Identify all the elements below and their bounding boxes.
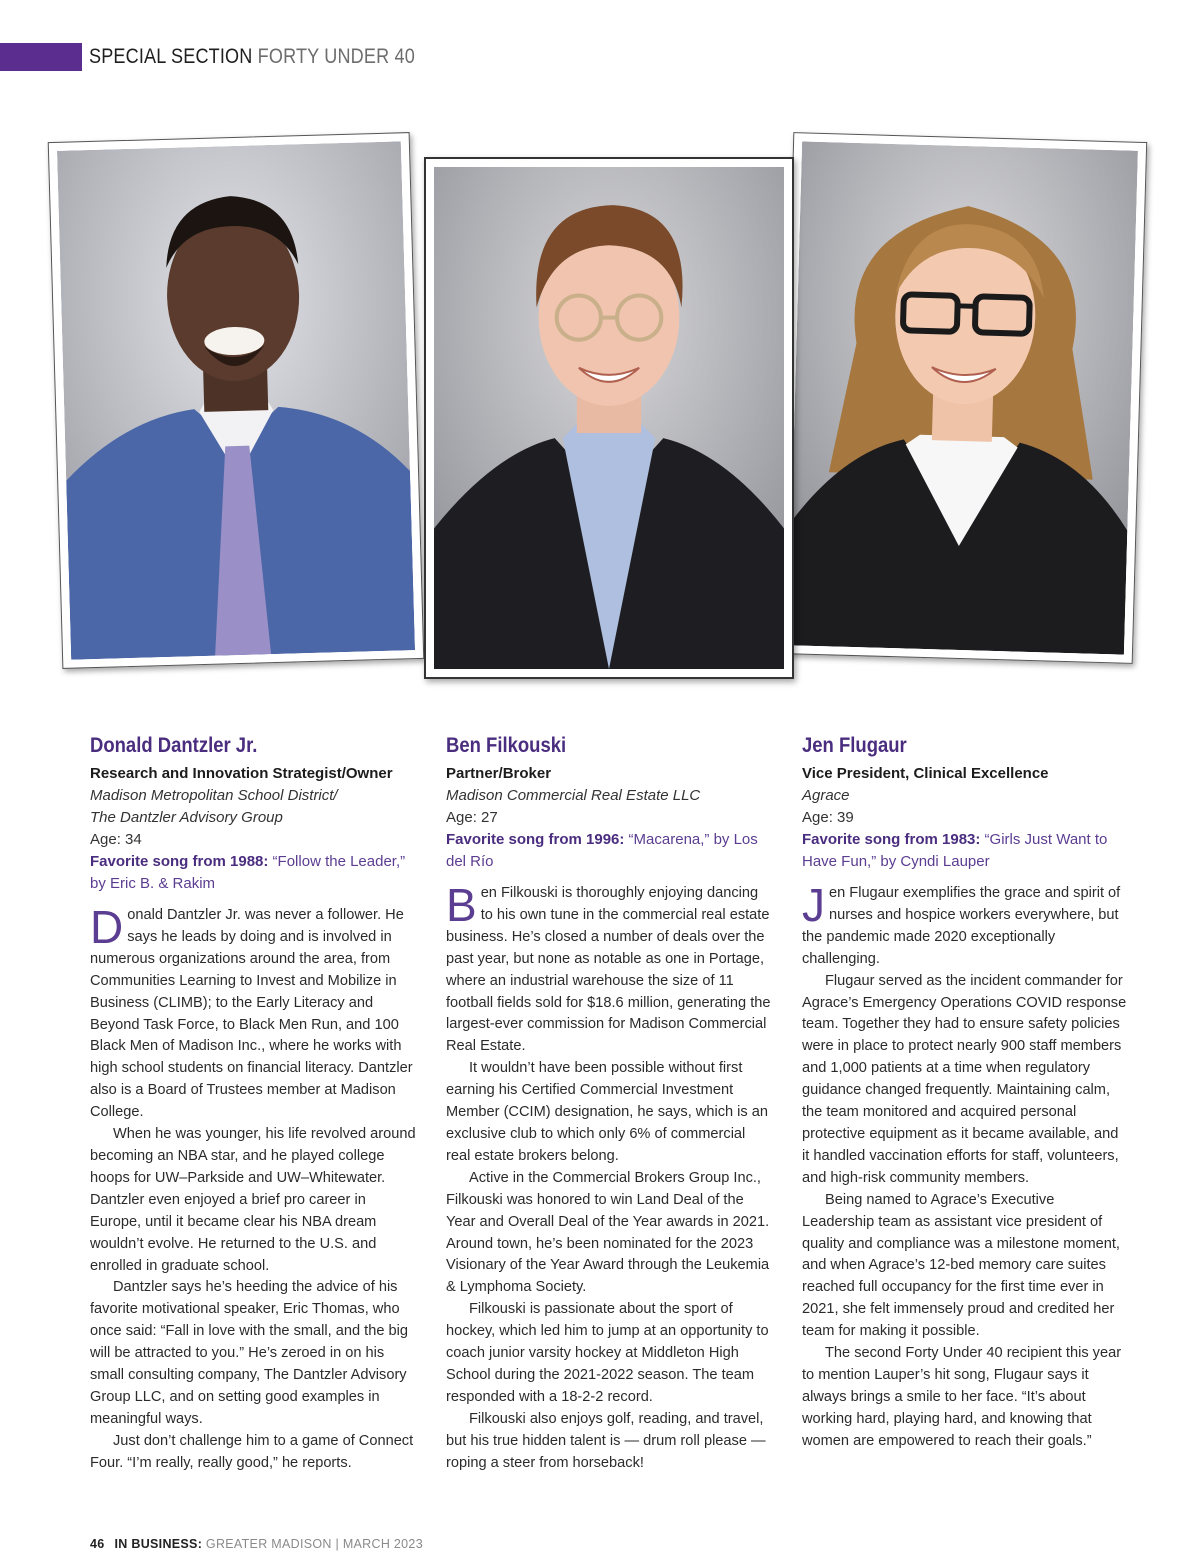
portrait-filkouski-image — [434, 167, 784, 669]
portrait-photo-filkouski — [424, 157, 794, 679]
publication-name: IN BUSINESS: — [114, 1537, 203, 1551]
body-paragraph: Just don’t challenge him to a game of Connect Four. “I’m really, really good,” he reports. — [90, 1432, 414, 1471]
favorite-song-text: “Follow the Leader,” by Eric B. & Rakim — [90, 853, 406, 892]
favorite-song-label: Favorite song from 1983: — [802, 831, 981, 848]
body-paragraph: Filkouski is passionate about the sport of hockey, which led him to jump at an opportunity to coach junior varsity hockey at Middleton High School during the 2021-2022 season. The team responded with a 18-2-2 record. — [446, 1301, 769, 1405]
profile-column-filkouski — [446, 733, 772, 1474]
profile-name: Donald Dantzler Jr. — [90, 734, 258, 757]
favorite-song-label: Favorite song from 1988: — [90, 853, 269, 870]
profile-age: Age: 27 — [446, 809, 498, 826]
profile-body — [90, 901, 416, 1475]
portrait-photo-flugaur — [779, 132, 1147, 664]
profile-name: Jen Flugaur — [802, 734, 907, 757]
page-footer — [90, 1537, 423, 1551]
favorite-song-label: Favorite song from 1996: — [446, 831, 625, 848]
profile-organization: Madison Commercial Real Estate LLC — [446, 787, 701, 804]
body-paragraph: Ben Filkouski is thoroughly enjoying dancing to his own tune in the commercial real estate business. He’s closed a number of deals over the past year, but none as notable as one in Portage, where an industrial warehouse the size of 11 football fields sold for $18.6 million, generating the largest-ever commission for Madison Commercial Real Estate. — [446, 879, 771, 1055]
drop-cap: D — [90, 901, 124, 953]
body-paragraph: Being named to Agrace’s Executive Leadership team as assistant vice president of quality and compliance was a milestone moment, and when Agrace’s 12-bed memory care suites reached full occupancy for the first time ever in 2021, she felt immensely proud and credited her team for making it possible. — [802, 1191, 1120, 1340]
portrait-dantzler-image — [57, 141, 415, 659]
favorite-song-text: “Macarena,” by Los del Río — [446, 831, 758, 870]
body-paragraph: Jen Flugaur exemplifies the grace and spirit of nurses and hospice workers everywhere, but the pandemic made 2020 exceptionally challenging. — [802, 879, 1121, 967]
body-paragraph: When he was younger, his life revolved around becoming an NBA star, and he played college hoops for UW–Parkside and UW–Whitewater. Dantzler even enjoyed a brief pro career in Europe, until it became clear his NBA dream wouldn’t evolve. He returned to the U.S. and enrolled in graduate school. — [90, 1126, 416, 1274]
body-paragraph: Filkouski also enjoys golf, reading, and travel, but his true hidden talent is — drum roll please — roping a steer from horseback! — [446, 1410, 766, 1471]
profile-title: Vice President, Clinical Excellence — [802, 765, 1049, 782]
profile-body — [446, 879, 772, 1474]
body-paragraph: It wouldn’t have been possible without first earning his Certified Commercial Investment Member (CCIM) designation, he says, which is an exclusive club to which only 6% of commercial real estate brokers belong. — [446, 1060, 768, 1164]
page-number: 46 — [90, 1537, 105, 1551]
section-header — [89, 45, 415, 69]
favorite-song-text: “Girls Just Want to Have Fun,” by Cyndi Lauper — [802, 831, 1108, 870]
drop-cap: J — [802, 879, 825, 931]
profile-column-dantzler — [90, 733, 416, 1475]
profile-age: Age: 34 — [90, 831, 142, 848]
profile-age: Age: 39 — [802, 809, 854, 826]
profile-column-flugaur — [802, 733, 1128, 1453]
profile-title: Research and Innovation Strategist/Owner — [90, 765, 393, 782]
body-paragraph: Donald Dantzler Jr. was never a follower. He says he leads by doing and is involved in numerous organizations around the area, from Communities Learning to Invest and Mobilize in Business (CLIMB); to the Early Literacy and Beyond Task Force, to Black Men Run, and 100 Black Men of Madison Inc., where he works with high school students on financial literacy. Dantzler also is a Board of Trustees member at Madison College. — [90, 901, 413, 1121]
profile-organization: Agrace — [802, 787, 850, 804]
favorite-song — [802, 829, 1128, 873]
favorite-song — [446, 829, 772, 873]
portrait-photo-dantzler — [48, 132, 425, 669]
subsection-label: FORTY UNDER 40 — [257, 45, 415, 68]
profile-body — [802, 879, 1128, 1453]
body-paragraph: The second Forty Under 40 recipient this year to mention Lauper’s hit song, Flugaur says it always brings a smile to her face. “It’s about working hard, playing hard, and knowing that women are empowered to reach their goals.” — [802, 1345, 1122, 1449]
profile-name: Ben Filkouski — [446, 734, 567, 757]
body-paragraph: Active in the Commercial Brokers Group Inc., Filkouski was honored to win Land Deal of the Year and Overall Deal of the Year awards in 2021. Around town, he’s been nominated for the 2023 Visionary of the Year Award through the Leukemia & Lymphoma Society. — [446, 1169, 770, 1296]
section-label: SPECIAL SECTION — [89, 45, 253, 68]
profile-title: Partner/Broker — [446, 765, 552, 782]
profile-organization: Madison Metropolitan School District/ — [90, 787, 338, 804]
body-paragraph: Dantzler says he’s heeding the advice of his favorite motivational speaker, Eric Thomas, who once said: “Fall in love with the small, and the big will be attracted to you.” He’s zeroed in on his small consulting company, The Dantzler Advisory Group LLC, and on setting good examples in meaningful ways. — [90, 1279, 408, 1427]
favorite-song — [90, 851, 416, 895]
profile-organization-2: The Dantzler Advisory Group — [90, 809, 283, 826]
section-color-bar — [0, 43, 82, 71]
body-paragraph: Flugaur served as the incident commander for Agrace’s Emergency Operations COVID response team. Together they had to ensure safety policies were in place to protect nearly 900 staff members and 1,000 patients at a time when regulatory guidance changed frequently. Maintaining calm, the team monitored and acquired personal protective equipment as it became available, and it handled vaccination efforts for staff, volunteers, and high-risk community members. — [802, 972, 1127, 1186]
portrait-flugaur-image — [788, 141, 1138, 654]
issue-info: GREATER MADISON | MARCH 2023 — [202, 1537, 423, 1551]
drop-cap: B — [446, 879, 477, 931]
